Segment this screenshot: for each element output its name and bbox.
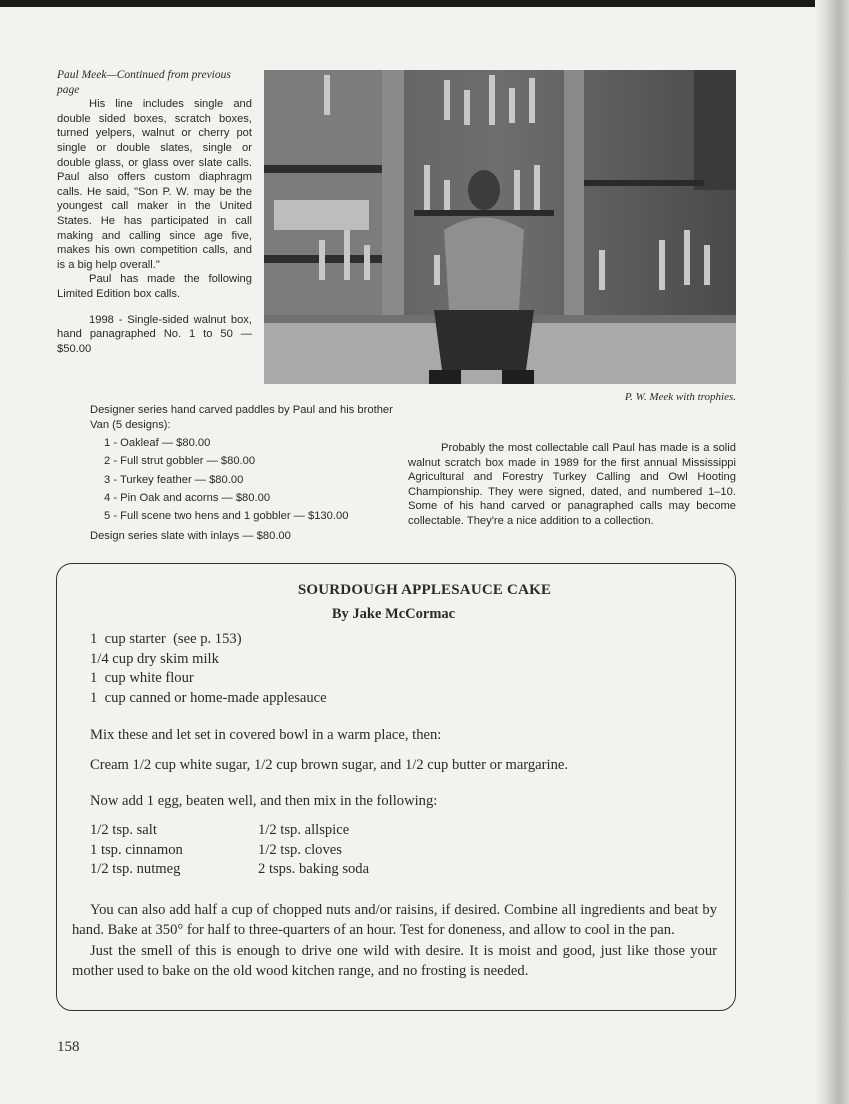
continued-note: Paul Meek—Continued from previous page [57,69,231,96]
spice-item: 1/2 tsp. salt [90,822,157,838]
recipe-step-1: Mix these and let set in covered bowl in a warm place, then: [90,727,442,743]
collectable-call-text: Probably the most collectable call Paul has made is a solid walnut scratch box made in 1989 for the first annual Mississippi Agricultural and Forestry Turkey Calling and Owl Hooting Championship. They were signed, dated, and numbered 1–10. Some of his hand carved or panagraphed calls may become collectable. They're a nice addition to a collection. [408,442,736,527]
paul-meek-column [57,68,252,356]
recipe-step-2: Cream 1/2 cup white sugar, 1/2 cup brown sugar, and 1/2 cup butter or margarine. [90,757,569,773]
ingredient-item: 1/4 cup dry skim milk [90,650,219,667]
design-item: 1 - Oakleaf — $80.00 [104,437,211,450]
recipe-closing-para-2: Just the smell of this is enough to drive one wild with desire. It is moist and good, just like those your mother used to bake on the old wood kitchen range, and no frosting is needed. [72,942,717,980]
page-binding-shadow [815,0,849,1104]
spice-item: 1/2 tsp. allspice [258,822,350,838]
ingredient-item: 1 cup canned or home-made applesauce [90,689,327,706]
spice-row [90,821,430,841]
recipe-step-3: Now add 1 egg, beaten well, and then mix in the following: [90,793,438,809]
spice-item: 1 tsp. cinnamon [90,841,183,858]
recipe-title: SOURDOUGH APPLESAUCE CAKE [297,582,552,598]
ingredients-list [90,630,327,708]
trophies-photo [264,70,736,384]
collectable-call-paragraph [408,441,736,529]
paragraph-limited-edition: Paul has made the following Limited Edition box calls. [57,273,252,300]
page-top-edge [0,0,849,7]
designer-series [57,403,397,543]
recipe-closing-para-1: You can also add half a cup of chopped nuts and/or raisins, if desired. Combine all ingredients and beat by hand. Bake at 350° for half to three-quarters of an hour. Test for doneness, and allow to cool in the pan. [72,902,717,939]
design-item: 4 - Pin Oak and acorns — $80.00 [104,492,271,505]
designer-intro [57,403,397,432]
spice-item: 2 tsps. baking soda [258,861,370,878]
designer-intro-text: Designer series hand carved paddles by Paul and his brother Van (5 designs): [90,404,393,431]
designs-list [57,434,397,525]
ingredient-item: 1 cup starter (see p. 153) [90,631,242,647]
spice-item: 1/2 tsp. nutmeg [90,861,181,878]
design-item: 5 - Full scene two hens and 1 gobbler — $130.00 [104,510,349,523]
paragraph-1998-box: 1998 - Single-sided walnut box, hand panagraphed No. 1 to 50 — $50.00 [57,313,252,355]
spice-item: 1/2 tsp. cloves [258,841,342,858]
ingredient-item: 1 cup white flour [90,670,194,687]
photo-caption: P. W. Meek with trophies. [624,391,736,403]
spices-table [90,821,430,880]
paragraph-call-line: His line includes single and double sided boxes, scratch boxes, turned yelpers, walnut or cherry pot single or double slates, single or double glass, or glass over slate calls. Paul also offers custom diaphragm calls. He said, "Son P. W. may be the youngest call maker in the United States. He has participated in call making and calling since age five, makes his own competition calls, and is a big help overall." [57,98,252,271]
recipe-closing [72,900,717,982]
slate-series: Design series slate with inlays — $80.00 [90,529,291,542]
page-number: 158 [57,1039,80,1055]
trophies-photo-image [264,70,736,384]
recipe-author: By Jake McCormac [331,606,456,622]
design-item: 2 - Full strut gobbler — $80.00 [104,455,256,468]
design-item: 3 - Turkey feather — $80.00 [104,473,244,486]
spice-row [90,860,430,880]
spice-row [90,841,430,861]
